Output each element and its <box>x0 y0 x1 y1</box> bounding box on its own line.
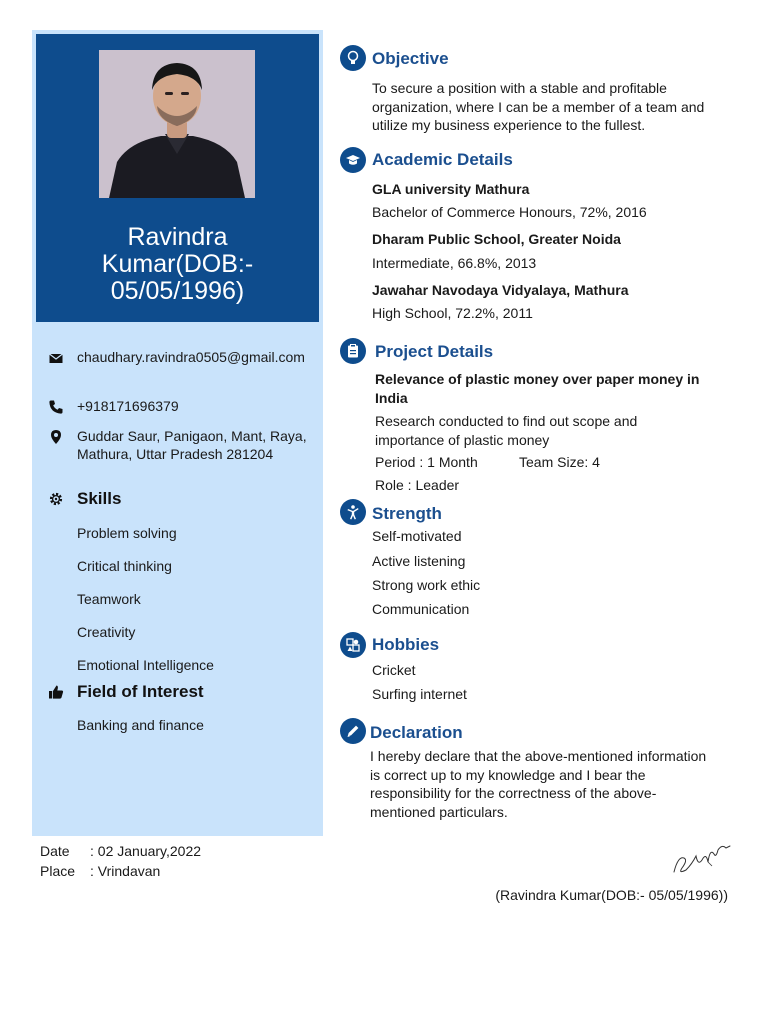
strength-item: Self-motivated <box>372 528 462 544</box>
academic-detail: Intermediate, 66.8%, 2013 <box>372 255 537 271</box>
signature-image <box>668 836 734 878</box>
date-label: Date <box>40 843 70 859</box>
email-text[interactable]: chaudhary.ravindra0505@gmail.com <box>77 349 305 365</box>
place-value: : Vrindavan <box>90 863 161 879</box>
contact-email[interactable] <box>48 348 310 384</box>
clipboard-icon <box>340 338 366 364</box>
project-heading: Project Details <box>375 342 494 361</box>
hobby-item: Cricket <box>372 662 416 678</box>
project-period: Period : 1 Month <box>375 454 478 470</box>
project-team-size: Team Size: 4 <box>519 454 600 470</box>
profile-photo <box>99 50 255 198</box>
name-line-2: Kumar(DOB:- <box>101 250 254 278</box>
strength-item: Communication <box>372 601 470 617</box>
footer-date <box>40 843 201 859</box>
strength-item: Active listening <box>372 553 466 569</box>
name-line-3: 05/05/1996) <box>110 277 245 305</box>
signature-name: (Ravindra Kumar(DOB:- 05/05/1996)) <box>495 887 728 903</box>
candidate-name <box>36 224 319 305</box>
declaration-text: I hereby declare that the above-mentioned information is correct up to my knowledge and I bear the responsibility for the correctness of the above-mentioned particulars. <box>370 748 707 820</box>
objective-heading: Objective <box>372 49 449 68</box>
place-label: Place <box>40 863 76 879</box>
envelope-icon <box>48 350 64 366</box>
academic-detail: Bachelor of Commerce Honours, 72%, 2016 <box>372 204 647 220</box>
academic-school: Jawahar Navodaya Vidyalaya, Mathura <box>372 282 629 298</box>
objective-text: To secure a position with a stable and profitable organization, where I can be a member of a team and utilize my business experience to the fullest. <box>372 80 705 133</box>
academic-school: GLA university Mathura <box>372 181 530 197</box>
skill-item: Problem solving <box>77 525 177 541</box>
strength-icon <box>340 499 366 525</box>
skill-item: Creativity <box>77 624 136 640</box>
pencil-icon <box>340 718 366 744</box>
graduation-cap-icon <box>340 147 366 173</box>
interest-item: Banking and finance <box>77 717 204 733</box>
profile-photo-illustration <box>99 50 255 198</box>
profile-header <box>36 34 319 322</box>
thumbs-up-icon <box>48 684 64 700</box>
contact-address <box>48 427 310 483</box>
hobby-item: Surfing internet <box>372 686 467 702</box>
strength-heading: Strength <box>372 504 442 523</box>
name-line-1: Ravindra <box>127 223 228 251</box>
project-name: Relevance of plastic money over paper money in India <box>375 371 700 406</box>
project-role: Role : Leader <box>375 477 460 493</box>
sidebar: Ravindra Kumar(DOB:- 05/05/1996) chaudhary.ravindra0505@gmail.com +918171696379 Guddar Saur, Panigaon, Mant, Raya, Mathura, Uttar Pradesh 281204 Skills Problem solving Critical thinking Teamwork Creativity Emotional Intelligence Field of Interest Banking and finance <box>32 30 323 836</box>
hobbies-heading: Hobbies <box>372 635 440 654</box>
address-text: Guddar Saur, Panigaon, Mant, Raya, Mathura, Uttar Pradesh 281204 <box>77 428 307 462</box>
skill-item: Teamwork <box>77 591 141 607</box>
location-pin-icon <box>48 429 64 445</box>
skill-item: Emotional Intelligence <box>77 657 214 673</box>
strength-item: Strong work ethic <box>372 577 481 593</box>
contact-phone[interactable] <box>48 397 310 415</box>
objective-icon <box>340 45 366 71</box>
skill-item: Critical thinking <box>77 558 172 574</box>
project-description: Research conducted to find out scope and importance of plastic money <box>375 413 638 448</box>
academic-detail: High School, 72.2%, 2011 <box>372 305 533 321</box>
phone-text[interactable]: +918171696379 <box>77 398 179 414</box>
gear-icon <box>48 491 64 507</box>
footer-place <box>40 863 160 879</box>
academic-heading: Academic Details <box>372 150 513 169</box>
hobbies-icon <box>340 632 366 658</box>
phone-icon <box>48 399 64 415</box>
date-value: : 02 January,2022 <box>90 843 202 859</box>
declaration-heading: Declaration <box>370 723 463 742</box>
academic-school: Dharam Public School, Greater Noida <box>372 231 621 247</box>
